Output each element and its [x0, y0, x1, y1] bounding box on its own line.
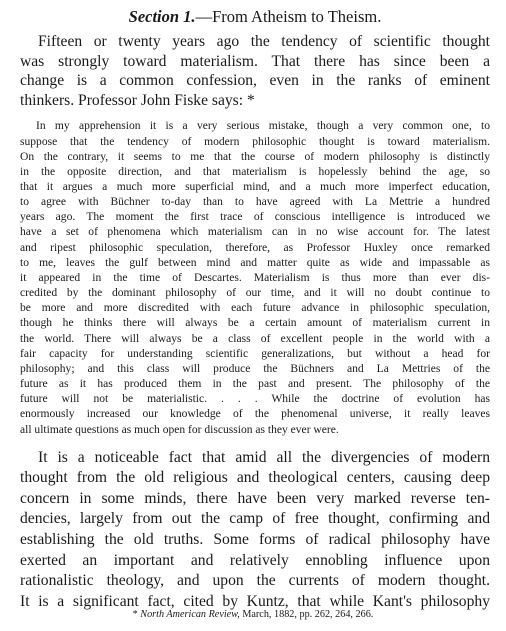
body-line: It is a significant fact, cited by Kuntz, that while Kant's philosophy — [20, 592, 490, 610]
body-line: exerted an important and relatively ennobling influence upon — [20, 551, 490, 569]
quote-line: though he thinks there will always be a certain amount of materialism current in — [20, 317, 490, 330]
quote-line: future will not be materialistic. . . . While the doctrine of evolution has — [20, 393, 490, 406]
quote-line: have a set of phenomena which materialism can in no wise account for. The latest — [20, 226, 490, 239]
quote-line: suppose that the tendency of modern philosophic thought is toward materialism. — [20, 135, 490, 148]
quote-line: In my apprehension it is a very serious mistake, though a very common one, to — [36, 120, 490, 133]
quote-line: that it argues a much more superficial mind, and a much more imperfect education, — [20, 181, 490, 193]
section-heading — [20, 6, 490, 28]
quote-line: it appeared in the time of Descartes. Materialism is thus more than ever dis- — [20, 271, 490, 284]
footnote-details: March, 1882, pp. 262, 264, 266. — [239, 609, 374, 620]
footnote — [0, 608, 506, 622]
body-line: establishing the old truths. Some forms of radical philosophy have — [20, 531, 490, 549]
quote-line: years ago. The moment the first trace of conscious intelligence is introduced we — [20, 211, 490, 224]
fiske-quotation — [20, 119, 490, 437]
body-line: concern in some minds, there have been very marked reverse ten- — [20, 489, 490, 507]
intro-paragraph — [20, 32, 490, 110]
quote-line: to agree with Büchner to-day than to have agreed with La Mettrie a hundred — [20, 196, 490, 209]
quote-line: enormously increased our knowledge of the phenomenal universe, it really leaves — [20, 408, 490, 421]
quote-line: all ultimate questions as much open for discussion as they ever were. — [20, 423, 339, 436]
body-paragraph — [20, 448, 490, 613]
intro-line: Fifteen or twenty years ago the tendency of scientific thought — [38, 33, 490, 50]
intro-line: thinkers. Professor John Fiske says: * — [20, 91, 255, 109]
quote-line: to me, leaves the gulf between mind and matter quite as wide and impassable as — [20, 256, 490, 269]
quote-line: and ripest philosophic speculation, therefore, as Professor Huxley once remarked — [20, 241, 490, 254]
footnote-publication: North American Review, — [140, 609, 240, 620]
quote-line: in the opposite direction, and that materialism is hopelessly behind the age, so — [20, 165, 490, 178]
quote-line: philosophy; and this class will produce the Büchners and La Mettries of the — [20, 362, 490, 375]
body-line: thought from the old religious and theological centers, causing deep — [20, 469, 490, 487]
body-line: rationalistic theology, and upon the currents of modern thought. — [20, 572, 490, 590]
quote-line: the world. There will always be a class of excellent people in the world with a — [20, 332, 490, 345]
body-line: It is a noticeable fact that amid all the divergencies of modern — [38, 448, 490, 466]
intro-line: change is a common confession, even in the ranks of eminent — [20, 72, 490, 90]
quote-line: be more and more discredited with each future advance in philosophic speculation, — [20, 302, 490, 315]
section-label: Section 1. — [128, 7, 196, 26]
section-title: —From Atheism to Theism. — [195, 7, 382, 26]
quote-line: fair capacity for understanding scientific generalizations, but without a head for — [20, 347, 490, 360]
quote-line: future as it has produced them in the past and present. The philosophy of the — [20, 378, 490, 391]
quote-line: On the contrary, it seems to me that the course of modern philosophy is distinctly — [20, 150, 490, 163]
body-line: dencies, largely from out the camp of free thought, confirming and — [20, 510, 490, 528]
intro-line: was strongly toward materialism. That there has since been a — [20, 52, 490, 70]
footnote-marker: * — [132, 609, 141, 620]
quote-line: credited by the dominant philosophy of our time, and it will no doubt continue to — [20, 287, 490, 300]
page-content — [20, 6, 490, 612]
